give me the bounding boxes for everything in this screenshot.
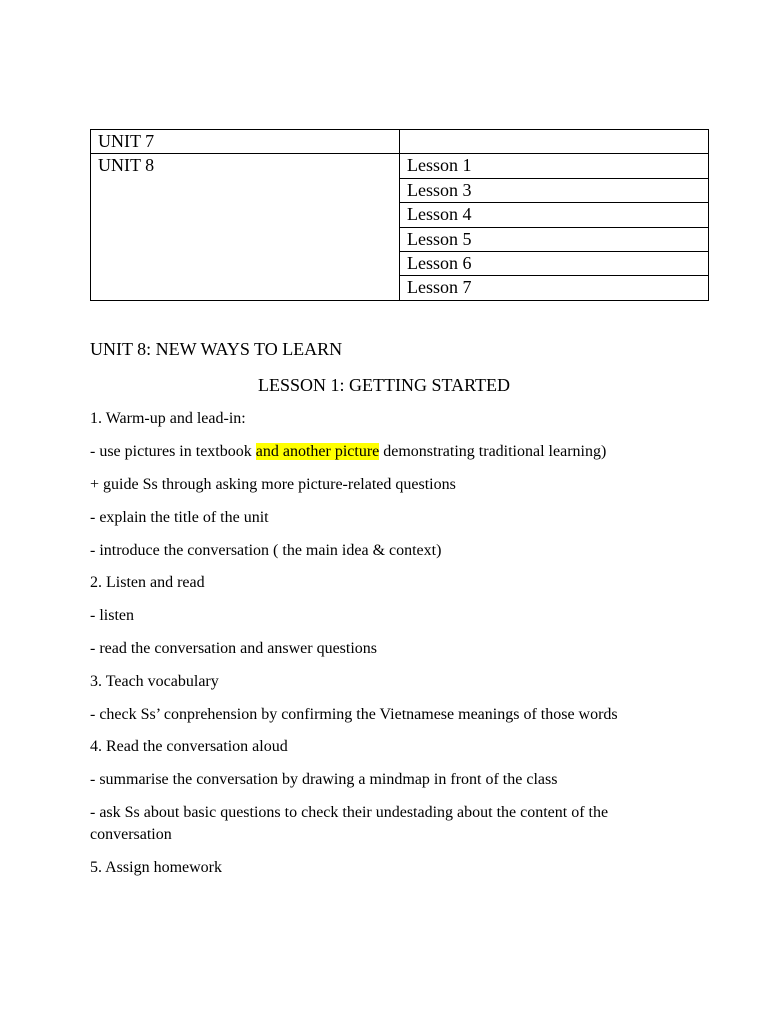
section-read-aloud: 4. Read the conversation aloud [90, 738, 288, 755]
highlighted-text: and another picture [255, 443, 380, 460]
table-cell-unit: UNIT 7 [91, 130, 400, 154]
bullet-ask-questions: - ask Ss about basic questions to check their undestading about the content of the conversation [90, 804, 609, 843]
unit-title: UNIT 8: NEW WAYS TO LEARN [90, 339, 343, 359]
bullet-use-pictures [90, 441, 680, 463]
table-cell-lesson: Lesson 6 [400, 252, 709, 276]
table-cell-lesson: Lesson 5 [400, 227, 709, 251]
section-warm-up: 1. Warm-up and lead-in: [90, 410, 246, 427]
section-vocabulary: 3. Teach vocabulary [90, 673, 219, 690]
bullet-summarise: - summarise the conversation by drawing a mindmap in front of the class [90, 771, 558, 788]
section-listen-read: 2. Listen and read [90, 574, 205, 591]
table-cell-lesson [400, 130, 709, 154]
table-row [91, 130, 709, 154]
lesson-title: LESSON 1: GETTING STARTED [258, 375, 510, 395]
bullet-explain-title: - explain the title of the unit [90, 509, 269, 526]
bullet-introduce-conversation: - introduce the conversation ( the main idea & context) [90, 542, 442, 559]
bullet-read-answer: - read the conversation and answer questions [90, 640, 378, 657]
bullet-check-comprehension: - check Ss’ conprehension by confirming the Vietnamese meanings of those words [90, 706, 618, 723]
table-cell-lesson: Lesson 3 [400, 178, 709, 202]
table-cell-lesson: Lesson 7 [400, 276, 709, 300]
table-row [91, 154, 709, 178]
bullet-listen: - listen [90, 607, 134, 624]
bullet-guide-questions: + guide Ss through asking more picture-related questions [90, 476, 456, 493]
section-homework: 5. Assign homework [90, 859, 222, 876]
table-cell-unit: UNIT 8 [91, 154, 400, 300]
table-cell-lesson: Lesson 1 [400, 154, 709, 178]
units-table [90, 129, 709, 301]
bullet-text: demonstrating traditional learning) [379, 443, 607, 460]
table-cell-lesson: Lesson 4 [400, 203, 709, 227]
bullet-text: - use pictures in textbook [90, 443, 256, 460]
